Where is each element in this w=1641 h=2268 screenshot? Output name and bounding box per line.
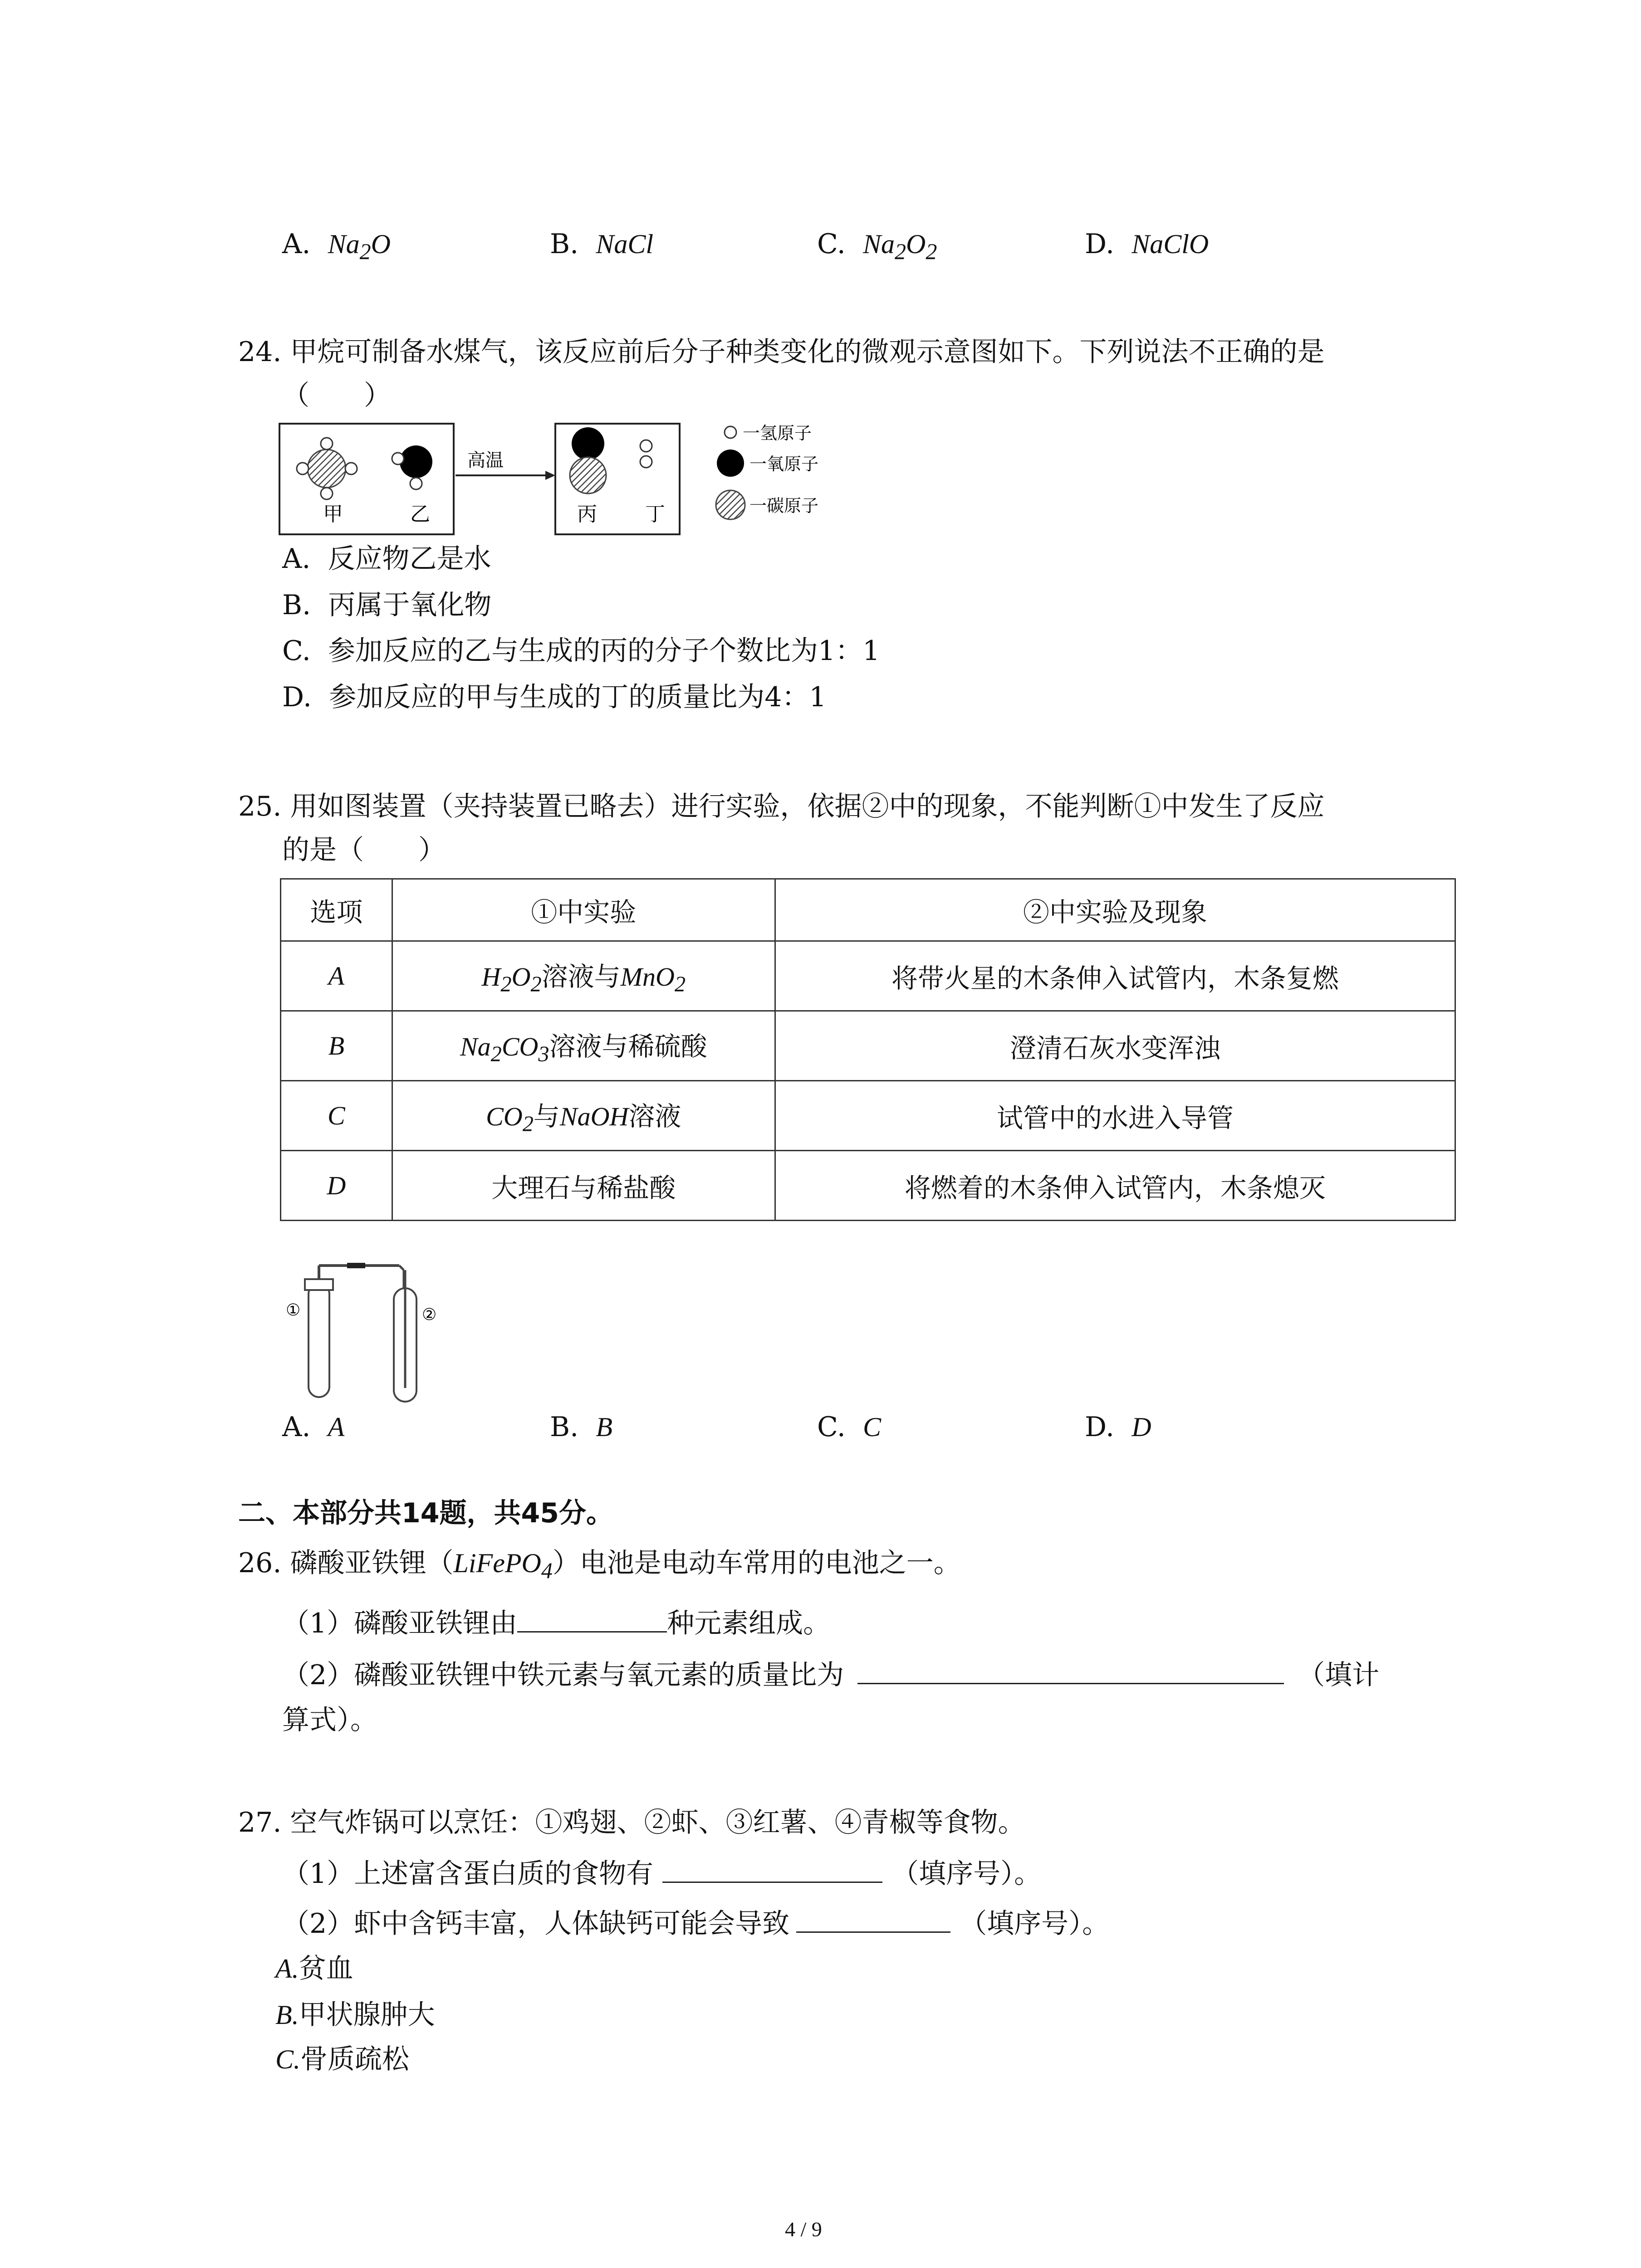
label-jia: 甲 — [323, 503, 343, 526]
label-bing: 丙 — [577, 503, 597, 526]
q27-stem: 27. 空气炸锅可以烹饪：①鸡翅、②虾、③红薯、④青椒等食物。 — [238, 1807, 1025, 1838]
table-header-cell: ①中实验 — [392, 879, 775, 941]
q27-sub1: （1）上述富含蛋白质的食物有 （填序号）。 — [282, 1855, 1041, 1892]
table-cell-option: D — [281, 1151, 392, 1221]
q23-option-a: A. $Na_2O$ — [282, 228, 391, 264]
q26-sub1: （1）磷酸亚铁锂由 种元素组成。 — [282, 1605, 830, 1642]
legend-hydrogen: 一氢原子 — [743, 423, 812, 443]
q27-choice-a: A.贫血 — [275, 1953, 353, 1984]
answer-blank[interactable] — [857, 1657, 1284, 1684]
answer-blank[interactable] — [662, 1855, 882, 1883]
label-yi: 乙 — [410, 503, 430, 526]
answer-blank[interactable] — [796, 1905, 950, 1933]
oxygen-atom-icon — [717, 450, 744, 477]
q27-sub2: （2）虾中含钙丰富，人体缺钙可能会导致 （填序号）。 — [282, 1905, 1109, 1942]
q24-option-b: B. 丙属于氧化物 — [282, 589, 492, 621]
table-cell-exp2: 澄清石灰水变浑浊 — [775, 1011, 1455, 1081]
page-number: 4 / 9 — [785, 2218, 822, 2241]
table-header-cell: 选项 — [281, 879, 392, 941]
table-cell-exp1: $H_2O_2$溶液与MnO$_2$ — [392, 941, 775, 1011]
legend — [716, 423, 818, 519]
test-tube-apparatus — [277, 1256, 458, 1406]
q23-option-d: D. NaClO — [1085, 228, 1209, 260]
section-heading: 二、本部分共14题，共45分。 — [238, 1497, 613, 1529]
q24-option-a: A. 反应物乙是水 — [282, 543, 491, 575]
label-ding: 丁 — [645, 503, 665, 526]
table-cell-exp1: $CO_2$与NaOH溶液 — [392, 1081, 775, 1151]
table-cell-option: A — [281, 941, 392, 1011]
label-tube-1: ① — [286, 1301, 301, 1320]
table-row — [281, 941, 1455, 1011]
q24-option-d: D. 参加反应的甲与生成的丁的质量比为4：1 — [282, 681, 827, 713]
answer-blank[interactable] — [517, 1605, 667, 1633]
label-tube-2: ② — [422, 1305, 437, 1324]
table-cell-exp2: 试管中的水进入导管 — [775, 1081, 1455, 1151]
q25-options-table — [280, 878, 1456, 1221]
q26-sub2: （2）磷酸亚铁锂中铁元素与氧元素的质量比为 （填计 — [282, 1657, 1379, 1693]
table-header-row — [281, 879, 1455, 941]
q27-choice-b: B.甲状腺肿大 — [275, 1999, 435, 2031]
table-cell-exp2: 将燃着的木条伸入试管内，木条熄灭 — [775, 1151, 1455, 1221]
test-tube-1 — [309, 1284, 329, 1397]
q25-option-a: A. A — [282, 1411, 345, 1443]
table-header-cell: ②中实验及现象 — [775, 879, 1455, 941]
reaction-condition: 高温 — [467, 450, 504, 471]
legend-carbon: 一碳原子 — [749, 496, 819, 516]
table-cell-exp1: 大理石与稀盐酸 — [392, 1151, 775, 1221]
table-cell-exp2: 将带火星的木条伸入试管内，木条复燃 — [775, 941, 1455, 1011]
q24-stem-bracket: （ ） — [282, 380, 391, 411]
q23-option-b: B. NaCl — [550, 228, 654, 260]
hydrogen-atom-icon — [725, 426, 736, 438]
legend-oxygen: 一氧原子 — [749, 454, 819, 474]
q24-option-c: C. 参加反应的乙与生成的丙的分子个数比为1：1 — [282, 635, 880, 667]
table-row — [281, 1081, 1455, 1151]
q25-stem-line2: 的是（ ） — [282, 834, 446, 866]
q24-stem: 24. 甲烷可制备水煤气，该反应前后分子种类变化的微观示意图如下。下列说法不正确的是 — [238, 336, 1325, 368]
q27-choice-c: C.骨质疏松 — [275, 2043, 410, 2075]
q25-stem: 25. 用如图装置（夹持装置已略去）进行实验，依据②中的现象，不能判断①中发生了反应 — [238, 791, 1325, 822]
table-cell-option: B — [281, 1011, 392, 1081]
q26-sub2-line2: 算式）。 — [282, 1704, 377, 1736]
stopper-1 — [305, 1279, 333, 1290]
table-cell-option: C — [281, 1081, 392, 1151]
q26-stem: 26. 磷酸亚铁锂（LiFePO$_4$）电池是电动车常用的电池之一。 — [238, 1547, 961, 1583]
q25-option-c: C. C — [817, 1411, 882, 1443]
table-cell-exp1: $Na_2CO_3$溶液与稀硫酸 — [392, 1011, 775, 1081]
q25-option-b: B. B — [550, 1411, 612, 1443]
carbon-atom-icon — [716, 490, 745, 519]
table-row — [281, 1151, 1455, 1221]
reaction-diagram — [278, 416, 867, 539]
table-row — [281, 1011, 1455, 1081]
q25-option-d: D. D — [1085, 1411, 1151, 1443]
q23-option-c: C. $Na_2O_2$ — [817, 228, 937, 264]
